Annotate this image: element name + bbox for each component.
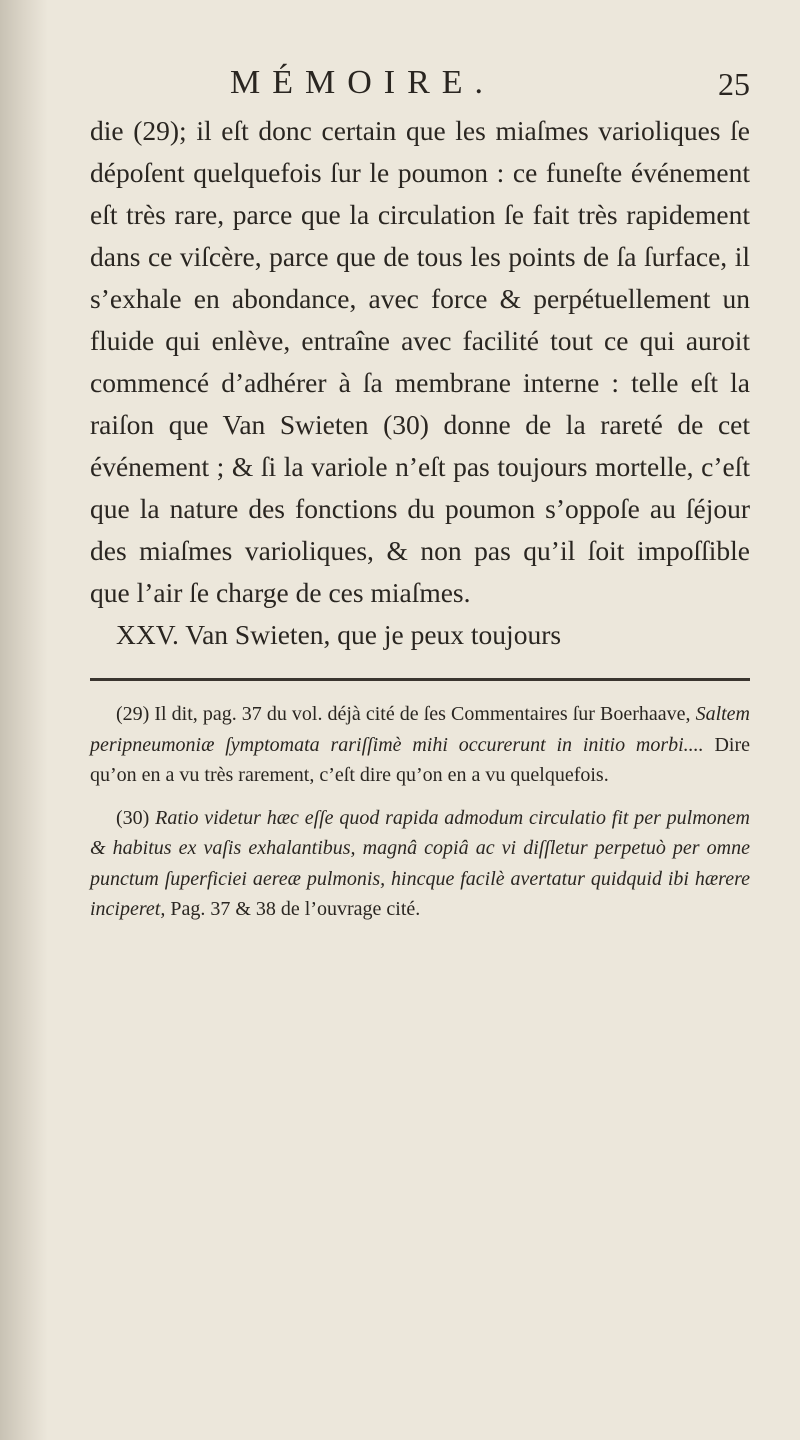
footnote-29-latin: Saltem peripneumoniæ ſymptomata rariſſimè mihi occurerunt in initio morbi.... — [90, 703, 750, 756]
running-title: MÉMOIRE. — [230, 64, 496, 101]
footnote-30-text-b: Pag. 37 & 38 de l’ouvrage cité. — [165, 898, 421, 920]
footnote-29-text-b: Dire qu’on en a vu très rarement, c’eſt dire qu’on en a vu quelquefois. — [90, 733, 750, 786]
footnote-30-latin: Ratio videtur hæc eſſe quod rapida admodum circulatio fit per pulmonem & habitus ex vaſis exhalantibus, magnâ copiâ ac vi diſſletur perpetuò per omne punctum ſuperficiei aereæ pulmonis, hincque facilè avertatur quidquid ibi hærere inciperet, — [90, 806, 750, 920]
footnote-30-number: (30) — [116, 806, 156, 829]
footnote-30 — [90, 803, 750, 925]
footnote-29 — [90, 699, 750, 791]
page-number: 25 — [718, 66, 750, 102]
book-gutter-shadow — [0, 0, 48, 1440]
running-head — [90, 60, 750, 110]
footnotes — [90, 699, 750, 925]
main-text — [90, 110, 750, 656]
section-start-line: XXV. Van Swieten, que je peux toujours — [116, 619, 562, 650]
page — [90, 60, 750, 937]
footnote-29-text-a: (29) Il dit, pag. 37 du vol. déjà cité de ſes Commentaires ſur Boerhaave, — [116, 703, 696, 725]
footnote-rule — [90, 678, 750, 681]
body-paragraph: die (29); il eſt donc certain que les miaſmes varioliques ſe dépoſent quelquefois ſur le poumon : ce funeſte événement eſt très rare, parce que la circulation ſe fait très rapidement dans ce viſcère, parce que de tous les points de ſa ſurface, il s’exhale en abondance, avec force & perpétuellement un fluide qui enlève, entraîne avec facilité tout ce qui auroit commencé d’adhérer à ſa membrane interne : telle eſt la raiſon que Van Swieten (30) donne de la rareté de cet événement ; & ſi la variole n’eſt pas toujours mortelle, c’eſt que la nature des fonctions du poumon s’oppoſe au ſéjour des miaſmes varioliques, & non pas qu’il ſoit impoſſible que l’air ſe charge de ces miaſmes. — [90, 115, 750, 608]
